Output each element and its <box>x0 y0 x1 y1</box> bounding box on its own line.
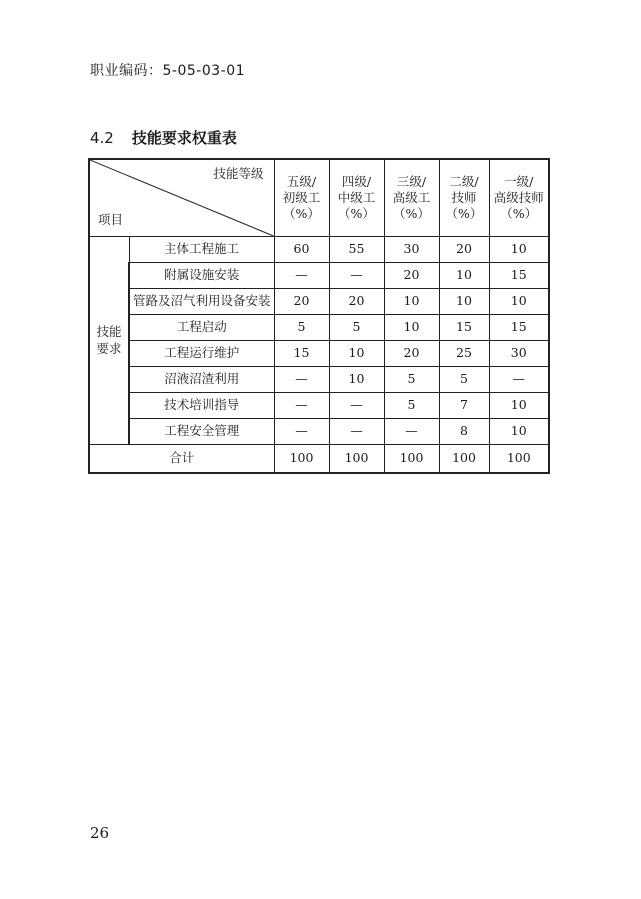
weight-value: 5 <box>439 367 489 393</box>
weight-value: 15 <box>274 341 329 367</box>
weight-value: 20 <box>384 263 439 289</box>
table-row <box>89 419 549 445</box>
table-row <box>89 289 549 315</box>
total-value: 100 <box>329 445 384 474</box>
section-number: 4.2 <box>90 129 114 147</box>
item-name: 技术培训指导 <box>129 393 274 419</box>
weight-value: — <box>489 367 549 393</box>
table-row <box>89 315 549 341</box>
weight-value: 10 <box>439 263 489 289</box>
total-value: 100 <box>384 445 439 474</box>
skill-weight-table <box>88 158 548 474</box>
weight-value: — <box>329 393 384 419</box>
weight-value: 10 <box>329 367 384 393</box>
weight-value: 10 <box>384 315 439 341</box>
weight-value: 25 <box>439 341 489 367</box>
table-row <box>89 341 549 367</box>
level-header-5: 五级/ 初级工 （%） <box>274 159 329 237</box>
total-row <box>89 445 549 474</box>
total-label: 合计 <box>89 445 274 474</box>
weight-value: 7 <box>439 393 489 419</box>
weight-value: 10 <box>489 419 549 445</box>
weight-value: 15 <box>489 263 549 289</box>
weight-value: 8 <box>439 419 489 445</box>
weight-value: 20 <box>439 237 489 263</box>
item-name: 主体工程施工 <box>129 237 274 263</box>
weight-value: 15 <box>489 315 549 341</box>
weight-value: 30 <box>384 237 439 263</box>
weight-value: 55 <box>329 237 384 263</box>
total-value: 100 <box>439 445 489 474</box>
level-header-3: 三级/ 高级工 （%） <box>384 159 439 237</box>
level-header-4: 四级/ 中级工 （%） <box>329 159 384 237</box>
weight-value: 10 <box>439 289 489 315</box>
weight-value: 20 <box>384 341 439 367</box>
weight-value: 10 <box>329 341 384 367</box>
occupation-code <box>90 60 245 80</box>
weight-value: 10 <box>489 289 549 315</box>
weight-value: 5 <box>384 393 439 419</box>
skill-requirement-group-cell: 技能 要求 <box>89 237 129 445</box>
item-name: 附属设施安装 <box>129 263 274 289</box>
item-name: 沼液沼渣利用 <box>129 367 274 393</box>
table-row <box>89 263 549 289</box>
weight-value: 15 <box>439 315 489 341</box>
page-number: 26 <box>90 824 110 842</box>
section-heading <box>90 127 237 148</box>
weight-value: 20 <box>329 289 384 315</box>
weight-value: 60 <box>274 237 329 263</box>
weight-value: 10 <box>384 289 439 315</box>
corner-header-cell <box>89 159 274 237</box>
section-title: 技能要求权重表 <box>131 129 237 147</box>
weight-value: — <box>274 263 329 289</box>
occupation-code-value: 5-05-03-01 <box>162 63 246 79</box>
item-name: 工程启动 <box>129 315 274 341</box>
weight-table <box>88 158 550 474</box>
corner-item-label: 项目 <box>98 211 124 227</box>
weight-value: — <box>384 419 439 445</box>
weight-value: 5 <box>384 367 439 393</box>
item-name: 工程安全管理 <box>129 419 274 445</box>
weight-value: 5 <box>274 315 329 341</box>
weight-value: — <box>274 367 329 393</box>
corner-skill-level-label: 技能等级 <box>213 166 264 181</box>
table-row <box>89 367 549 393</box>
level-header-2: 二级/ 技师 （%） <box>439 159 489 237</box>
weight-value: — <box>329 263 384 289</box>
table-row <box>89 237 549 263</box>
item-name: 工程运行维护 <box>129 341 274 367</box>
weight-value: 20 <box>274 289 329 315</box>
total-value: 100 <box>274 445 329 474</box>
weight-value: 10 <box>489 237 549 263</box>
weight-value: 5 <box>329 315 384 341</box>
total-value: 100 <box>489 445 549 474</box>
table-header-row <box>89 159 549 237</box>
table-row <box>89 393 549 419</box>
weight-value: 30 <box>489 341 549 367</box>
weight-value: — <box>329 419 384 445</box>
level-header-1: 一级/ 高级技师 （%） <box>489 159 549 237</box>
occupation-code-label: 职业编码： <box>90 63 163 79</box>
weight-value: 10 <box>489 393 549 419</box>
item-name: 管路及沼气利用设备安装 <box>129 289 274 315</box>
weight-value: — <box>274 419 329 445</box>
weight-value: — <box>274 393 329 419</box>
